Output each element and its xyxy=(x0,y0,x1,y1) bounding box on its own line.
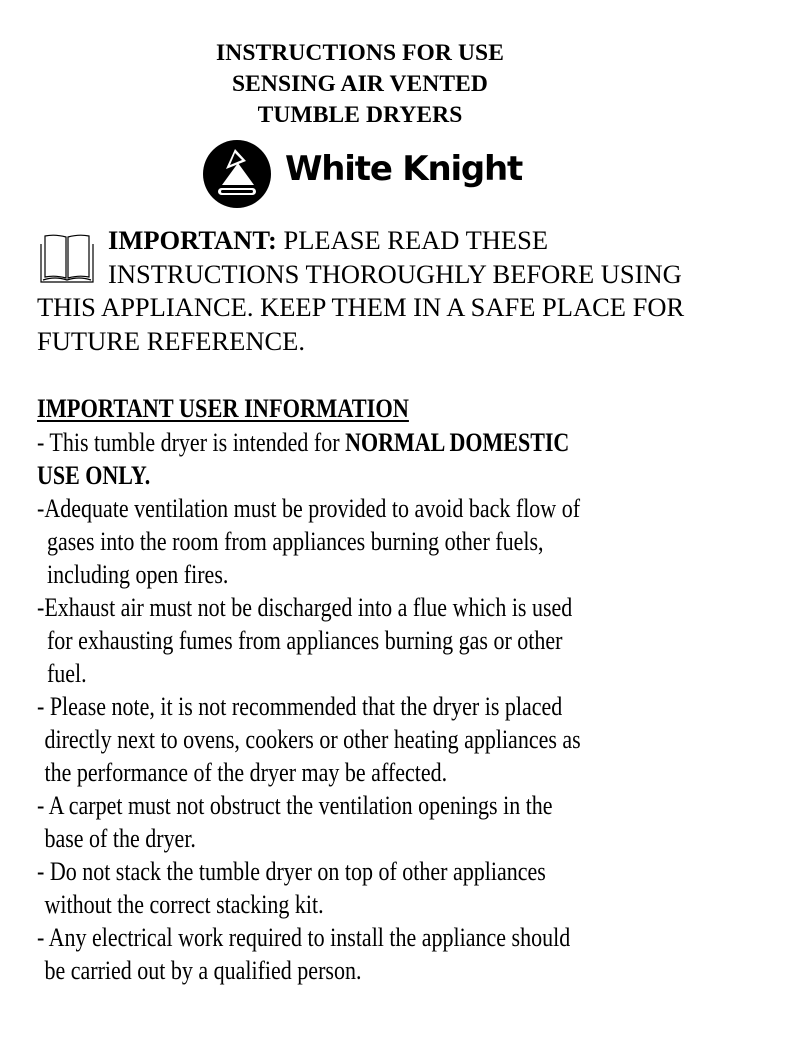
list-item-line: -Exhaust air must not be discharged into a flue which is used xyxy=(37,592,573,622)
list-item-line xyxy=(37,426,668,459)
item-text: - This tumble dryer is intended for xyxy=(37,427,346,457)
list-item xyxy=(37,492,797,591)
list-item-line: -Adequate ventilation must be provided to avoid back flow of xyxy=(37,493,581,523)
list-item-line: base of the dryer. xyxy=(44,823,196,853)
list-item xyxy=(37,789,797,855)
list-item-line: be carried out by a qualified person. xyxy=(44,955,362,985)
user-information-list xyxy=(37,426,797,987)
item-emphasis: NORMAL DOMESTIC xyxy=(345,427,570,457)
list-item-line: - A carpet must not obstruct the ventilation openings in the xyxy=(37,790,553,820)
list-item-line: for exhausting fumes from appliances burning gas or other xyxy=(46,625,563,655)
section-heading: IMPORTANT USER INFORMATION xyxy=(37,394,409,423)
open-book-icon xyxy=(37,230,97,288)
notice-text: PLEASE READ THESE xyxy=(276,225,549,255)
important-notice xyxy=(37,224,777,358)
list-item xyxy=(37,855,797,921)
notice-line xyxy=(37,224,777,258)
list-item-line: directly next to ovens, cookers or other heating appliances as xyxy=(44,724,581,754)
list-item-line: - Do not stack the tumble dryer on top of other appliances xyxy=(37,856,546,886)
white-knight-logo-icon xyxy=(202,139,272,209)
list-item-line: gases into the room from appliances burning other fuels, xyxy=(46,526,544,556)
list-item xyxy=(37,591,797,690)
notice-line: FUTURE REFERENCE. xyxy=(37,325,305,356)
list-item xyxy=(37,921,797,987)
list-item xyxy=(37,690,797,789)
important-label: IMPORTANT: xyxy=(108,225,277,255)
list-item-line: fuel. xyxy=(46,658,87,688)
title-line: TUMBLE DRYERS xyxy=(257,102,463,128)
title-line: INSTRUCTIONS FOR USE xyxy=(216,40,504,66)
brand-logo xyxy=(202,139,523,211)
list-item-line: - Any electrical work required to install the appliance should xyxy=(37,922,571,952)
list-item-line: without the correct stacking kit. xyxy=(44,889,324,919)
notice-line: THIS APPLIANCE. KEEP THEM IN A SAFE PLACE FOR xyxy=(37,292,685,322)
list-item-line: - Please note, it is not recommended that the dryer is placed xyxy=(37,691,563,721)
list-item-line xyxy=(37,459,668,492)
notice-line: INSTRUCTIONS THOROUGHLY BEFORE USING xyxy=(108,258,682,289)
document-title xyxy=(0,38,720,131)
title-line: SENSING AIR VENTED xyxy=(231,71,489,97)
brand-name: White Knight xyxy=(285,149,523,189)
item-emphasis: USE ONLY. xyxy=(37,460,151,490)
list-item-line: the performance of the dryer may be affected. xyxy=(44,757,448,787)
list-item-line: including open fires. xyxy=(46,559,229,589)
list-item xyxy=(37,426,797,492)
